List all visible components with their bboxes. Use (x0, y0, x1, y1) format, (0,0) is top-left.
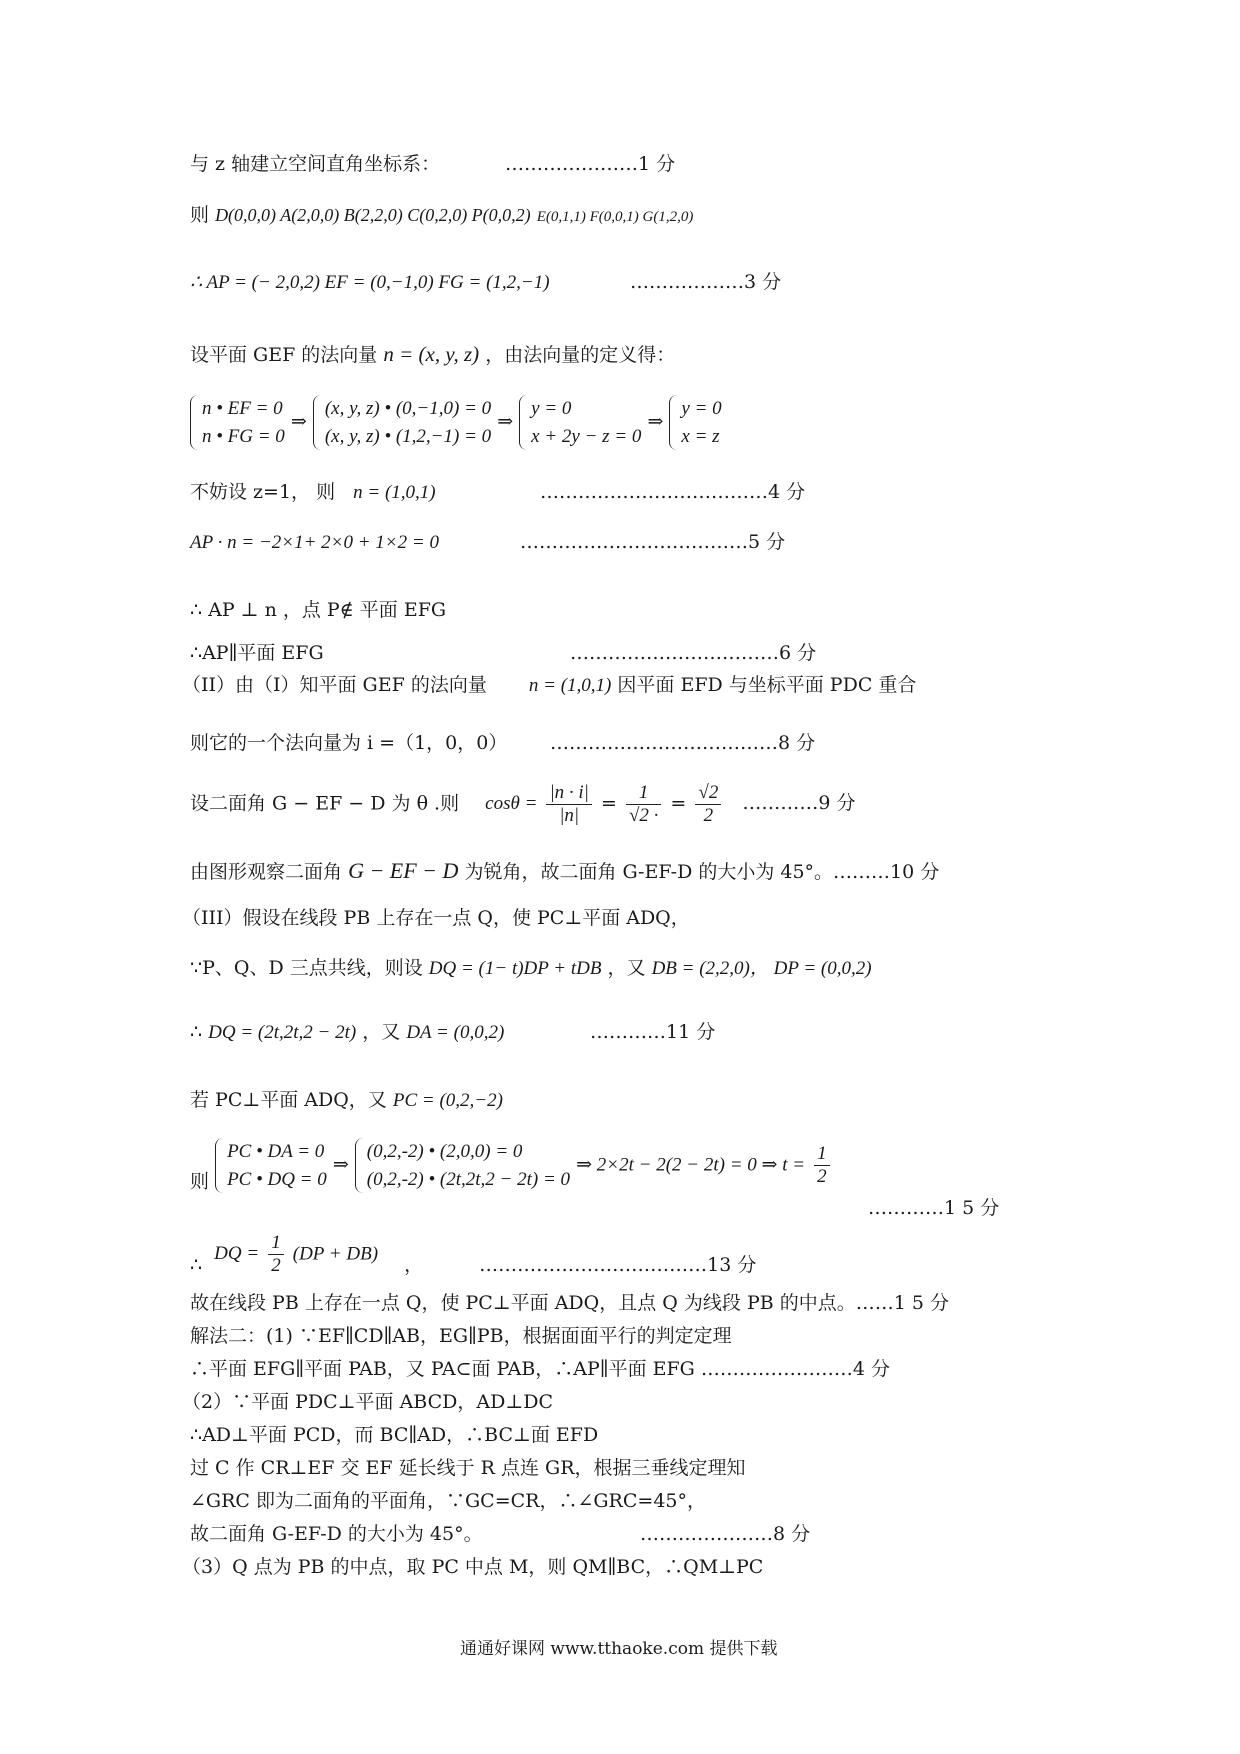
score: ………………………………13 分 (479, 1253, 757, 1276)
text: 解法二：(1) ∵EF∥CD∥AB，EG∥PB，根据面面平行的判定定理 (190, 1325, 732, 1347)
denominator: √2 · (628, 804, 659, 826)
text: ，又 (362, 1021, 401, 1043)
score: ……………………………6 分 (570, 642, 817, 664)
vectors: DB = (2,2,0)， DP = (0,0,2) (651, 958, 872, 979)
vector-equations: ∴ AP = (− 2,0,2) EF = (0,−1,0) FG = (1,2,−1) (190, 272, 550, 293)
text: 故二面角 G-EF-D 的大小为 45°。 (190, 1523, 483, 1545)
line-24 (190, 1425, 598, 1447)
line-10 (182, 675, 916, 697)
line-18-score (868, 1198, 999, 1220)
text: ∵P、Q、D 三点共线，则设 (190, 957, 423, 979)
line-28 (182, 1557, 763, 1579)
row: (0,2,-2) • (2t,2t,2 − 2t) = 0 (366, 1168, 571, 1190)
text: 设平面 GEF 的法向量 (190, 344, 378, 366)
score: …………………1 分 (505, 153, 676, 175)
line-22 (190, 1359, 890, 1381)
score: ………………………………8 分 (550, 732, 816, 754)
line-1 (190, 153, 676, 176)
vector-dq: DQ = (214, 1243, 260, 1265)
text: （II）由（I）知平面 GEF 的法向量 (182, 674, 487, 696)
cos-label: cosθ = (485, 793, 538, 815)
text: ∴ (190, 1021, 203, 1043)
equals: = (670, 792, 687, 815)
text: 则它的一个法向量为 i =（1，0，0） (190, 732, 508, 754)
system-5 (215, 1138, 327, 1193)
row: PC • DQ = 0 (227, 1168, 327, 1190)
text: ∴AP∥平面 EFG (190, 642, 324, 664)
line-25 (190, 1458, 746, 1480)
normal-vector: n = (x, y, z) (383, 342, 480, 366)
dot-product: AP · n = −2×1+ 2×0 + 1×2 = 0 (190, 532, 439, 553)
line-27 (190, 1523, 811, 1546)
text: 因平面 EFD 与坐标平面 PDC 重合 (617, 674, 917, 696)
line-23 (182, 1392, 553, 1414)
system-3 (519, 395, 641, 450)
text: ， (404, 1253, 424, 1276)
line-7 (190, 531, 786, 554)
line-26 (190, 1491, 706, 1513)
denominator: 2 (271, 1254, 281, 1276)
fraction-3 (695, 782, 721, 827)
solution: ⇒ 2×2t − 2(2 − 2t) = 0 ⇒ t = (576, 1154, 806, 1176)
row: y = 0 (531, 398, 572, 419)
denominator: 2 (817, 1166, 827, 1188)
text: ，又 (607, 957, 646, 979)
vector-da: DA = (0,0,2) (406, 1022, 505, 1043)
score: …………9 分 (742, 792, 856, 815)
system-4 (669, 395, 721, 450)
row: x = z (681, 425, 720, 447)
score: ………………………………5 分 (520, 531, 786, 553)
line-2 (190, 205, 693, 227)
row: n • FG = 0 (202, 425, 285, 447)
row: (x, y, z) • (0,−1,0) = 0 (324, 398, 492, 419)
text: 设二面角 G − EF − D 为 θ .则 (190, 792, 460, 815)
numerator: |n · i| (546, 782, 591, 805)
line-5-system (190, 395, 722, 450)
normal-vector: n = (1,0,1) (528, 675, 612, 696)
line-15 (190, 958, 872, 980)
coordinates-small: E(0,1,1) F(0,0,1) G(1,2,0) (536, 209, 694, 225)
line-3 (190, 271, 782, 294)
text: 为锐角，故二面角 G-EF-D 的大小为 45°。………10 分 (464, 861, 940, 883)
row: n • EF = 0 (202, 398, 283, 419)
numerator: 1 (626, 782, 661, 805)
score: …………11 分 (590, 1021, 716, 1043)
line-12 (190, 782, 856, 827)
line-17 (190, 1090, 503, 1112)
row: (0,2,-2) • (2,0,0) = 0 (366, 1141, 523, 1162)
text: 则 (190, 204, 210, 226)
score: …………1 5 分 (868, 1197, 1000, 1219)
text: 与 z 轴建立空间直角坐标系： (190, 153, 441, 175)
text: ∴ (190, 1253, 203, 1276)
text: ，由法向量的定义得： (485, 344, 676, 366)
fraction-t (814, 1143, 830, 1188)
line-16 (190, 1021, 716, 1044)
dihedral-angle: G − EF − D (348, 858, 459, 883)
fraction-2 (626, 782, 661, 827)
implies: ⇒ (290, 410, 313, 433)
score: ………………3 分 (630, 271, 782, 293)
numerator: 1 (814, 1143, 830, 1166)
score: ………………………………4 分 (540, 481, 806, 503)
row: (x, y, z) • (1,2,−1) = 0 (324, 425, 492, 447)
footer-text: 通通好课网 www.tthaoke.com 提供下载 (460, 1639, 778, 1659)
numerator: √2 (695, 782, 721, 805)
coordinates: D(0,0,0) A(2,0,0) B(2,2,0) C(0,2,0) P(0,0,2) (215, 205, 531, 225)
text: ∠GRC 即为二面角的平面角，∵GC=CR，∴∠GRC=45°， (190, 1490, 706, 1512)
line-13 (190, 858, 939, 884)
text: 由图形观察二面角 (190, 861, 343, 883)
text: 则 (190, 1170, 210, 1193)
normal-vector: n = (1,0,1) (353, 482, 436, 503)
fraction-1 (546, 782, 591, 827)
text: （III）假设在线段 PB 上存在一点 Q，使 PC⊥平面 ADQ， (182, 907, 690, 929)
text: ∴AD⊥平面 PCD，而 BC∥AD，∴BC⊥面 EFD (190, 1424, 599, 1446)
vector-sum: (DP + DB) (292, 1243, 379, 1265)
row: x + 2y − z = 0 (531, 425, 642, 447)
vector-pc: PC = (0,2,−2) (392, 1090, 503, 1111)
numerator: 1 (268, 1232, 284, 1255)
system-1 (190, 395, 285, 450)
implies: ⇒ (332, 1153, 355, 1176)
line-8 (190, 600, 446, 622)
text: （2）∵平面 PDC⊥平面 ABCD，AD⊥DC (182, 1391, 553, 1413)
vector-dq: DQ = (2t,2t,2 − 2t) (208, 1022, 357, 1043)
system-6 (355, 1138, 570, 1193)
line-4 (190, 342, 675, 367)
line-14 (182, 908, 690, 930)
line-9 (190, 642, 817, 665)
equals: = (600, 792, 617, 815)
row: y = 0 (681, 398, 722, 419)
text: ∴ AP ⊥ n ，点 P∉ 平面 EFG (190, 599, 447, 621)
page-footer (460, 1640, 777, 1660)
line-19 (190, 1232, 756, 1277)
implies: ⇒ (647, 410, 670, 433)
text: ∴平面 EFG∥平面 PAB，又 PA⊂面 PAB，∴AP∥平面 EFG ……………………4 分 (190, 1358, 891, 1380)
system-2 (313, 395, 491, 450)
line-18-system (190, 1138, 833, 1193)
denominator: 2 (703, 804, 714, 826)
text: 若 PC⊥平面 ADQ，又 (190, 1089, 387, 1111)
denominator: |n| (559, 804, 580, 826)
score: …………………8 分 (640, 1523, 811, 1545)
text: 过 C 作 CR⊥EF 交 EF 延长线于 R 点连 GR，根据三垂线定理知 (190, 1457, 746, 1479)
text: 故在线段 PB 上存在一点 Q，使 PC⊥平面 ADQ，且点 Q 为线段 PB 的中点。……1 5 分 (190, 1292, 949, 1314)
line-6 (190, 481, 806, 504)
collinear-vector: DQ = (1− t)DP + tDB (428, 958, 602, 979)
text: （3）Q 点为 PB 的中点，取 PC 中点 M，则 QM∥BC，∴QM⊥PC (182, 1556, 764, 1578)
implies: ⇒ (497, 410, 520, 433)
text: 不妨设 z=1， 则 (190, 481, 336, 503)
fraction-half (268, 1232, 284, 1277)
line-21 (190, 1326, 732, 1348)
line-11 (190, 732, 816, 755)
row: PC • DA = 0 (227, 1141, 325, 1162)
line-20 (190, 1293, 949, 1315)
